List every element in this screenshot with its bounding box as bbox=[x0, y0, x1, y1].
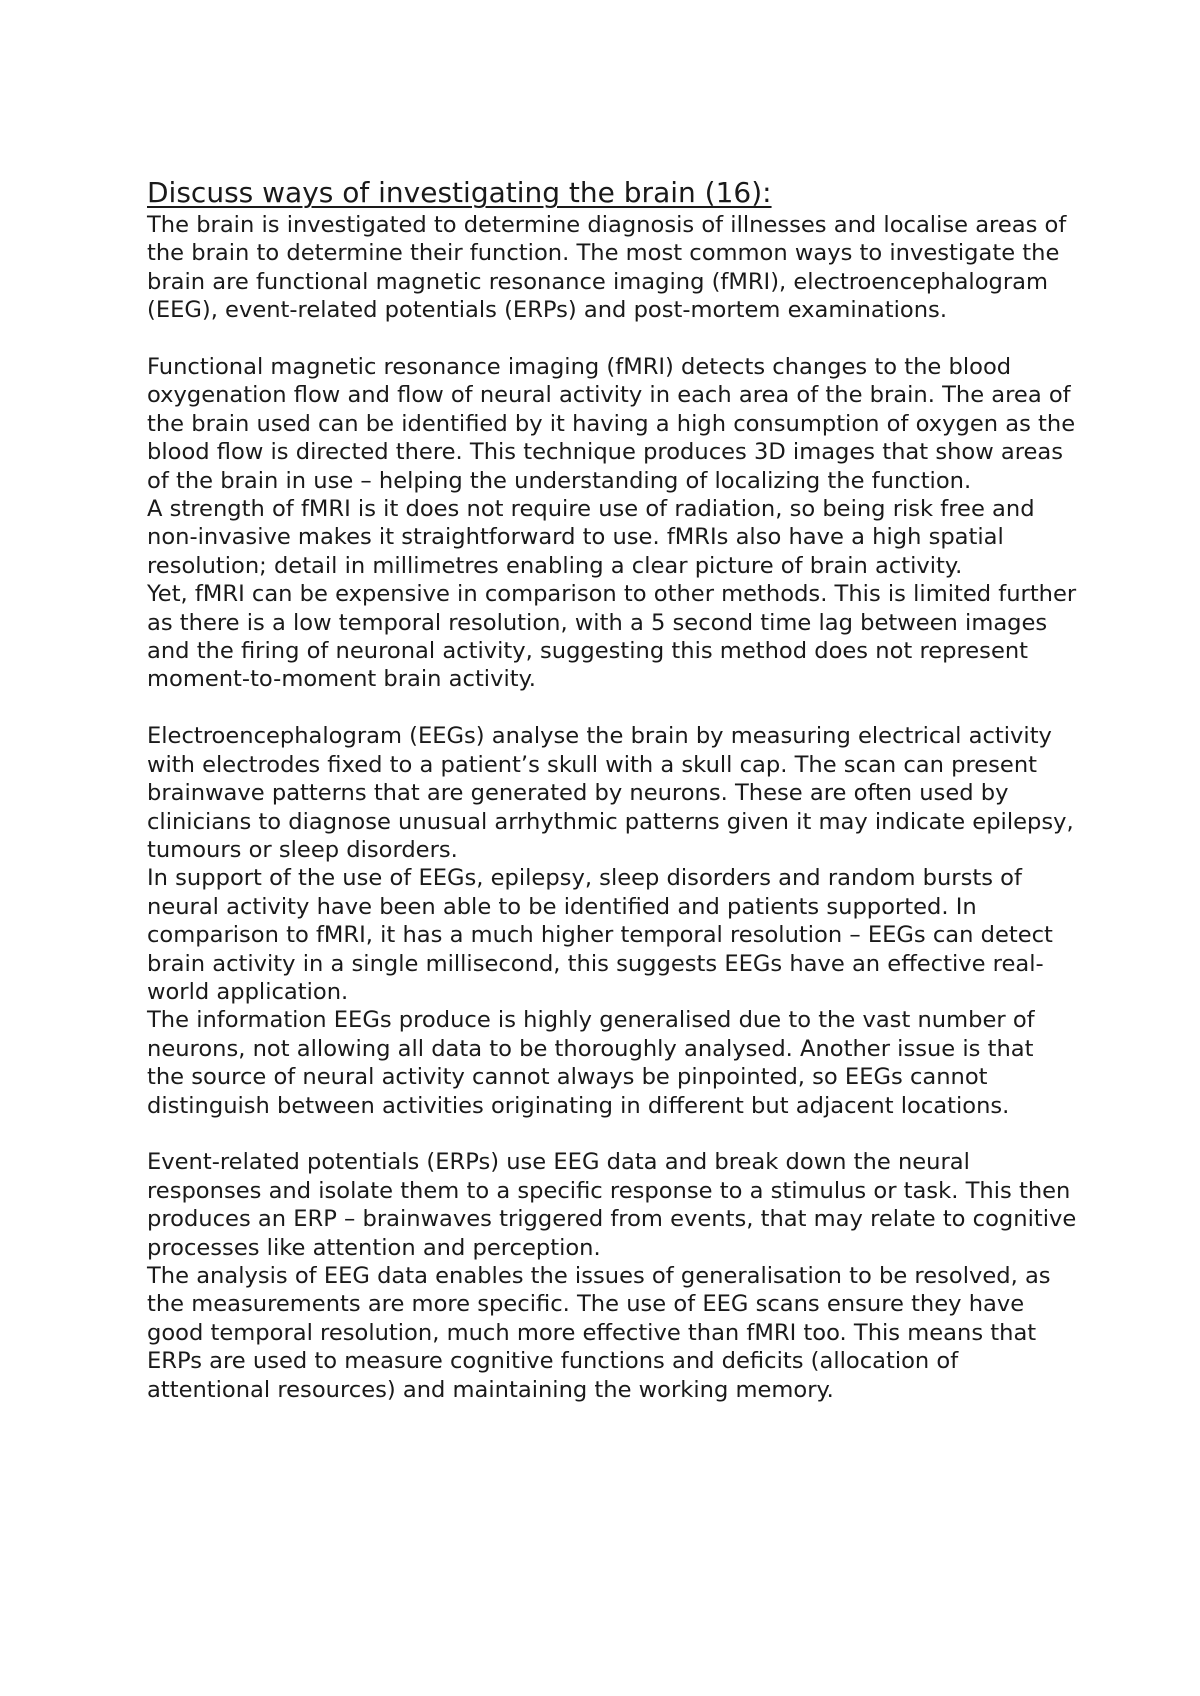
paragraph: The brain is investigated to determine diagnosis of illnesses and localise areas of the brain to determine their function. The most common ways to investigate the brain are functional magnetic resonance imaging (fMRI), electroencephalogram (EEG), event-related potentials (ERPs) and post-mortem examinations. bbox=[147, 212, 1067, 324]
paragraph: In support of the use of EEGs, epilepsy, sleep disorders and random bursts of neural activity have been able to be identified and patients supported. In comparison to fMRI, it has a much higher temporal resolution – EEGs can detect brain activity in a single millisecond, this suggests EEGs have an effective real-world application. bbox=[147, 865, 1053, 1005]
section-intro bbox=[147, 211, 1077, 325]
document-body bbox=[147, 177, 1077, 1404]
paragraph: Electroencephalogram (EEGs) analyse the brain by measuring electrical activity with electrodes fixed to a patient’s skull with a skull cap. The scan can present brainwave patterns that are generated by neurons. These are often used by clinicians to diagnose unusual arrhythmic patterns given it may indicate epilepsy, tumours or sleep disorders. bbox=[147, 723, 1074, 863]
section-gap bbox=[147, 694, 1077, 722]
section-gap bbox=[147, 325, 1077, 353]
section-eeg bbox=[147, 722, 1077, 1120]
document-title: Discuss ways of investigating the brain (16): bbox=[147, 176, 772, 209]
section-erp bbox=[147, 1148, 1077, 1404]
paragraph: Functional magnetic resonance imaging (fMRI) detects changes to the blood oxygenation flow and flow of neural activity in each area of the brain. The area of the brain used can be identified by it having a high consumption of oxygen as the blood flow is directed there. This technique produces 3D images that show areas of the brain in use – helping the understanding of localizing the function. bbox=[147, 354, 1076, 494]
paragraph: A strength of fMRI is it does not require use of radiation, so being risk free and non-invasive makes it straightforward to use. fMRIs also have a high spatial resolution; detail in millimetres enabling a clear picture of brain activity. bbox=[147, 496, 1035, 579]
section-fmri bbox=[147, 353, 1077, 694]
paragraph: Event-related potentials (ERPs) use EEG data and break down the neural responses and isolate them to a specific response to a stimulus or task. This then produces an ERP – brainwaves triggered from events, that may relate to cognitive processes like attention and perception. bbox=[147, 1149, 1077, 1261]
paragraph: Yet, fMRI can be expensive in comparison to other methods. This is limited further as there is a low temporal resolution, with a 5 second time lag between images and the firing of neuronal activity, suggesting this method does not represent moment-to-moment brain activity. bbox=[147, 581, 1077, 693]
section-gap bbox=[147, 1120, 1077, 1148]
paragraph: The information EEGs produce is highly generalised due to the vast number of neurons, not allowing all data to be thoroughly analysed. Another issue is that the source of neural activity cannot always be pinpointed, so EEGs cannot distinguish between activities originating in different but adjacent locations. bbox=[147, 1007, 1035, 1119]
paragraph: The analysis of EEG data enables the issues of generalisation to be resolved, as the measurements are more specific. The use of EEG scans ensure they have good temporal resolution, much more effective than fMRI too. This means that ERPs are used to measure cognitive functions and deficits (allocation of attentional resources) and maintaining the working memory. bbox=[147, 1262, 1051, 1403]
